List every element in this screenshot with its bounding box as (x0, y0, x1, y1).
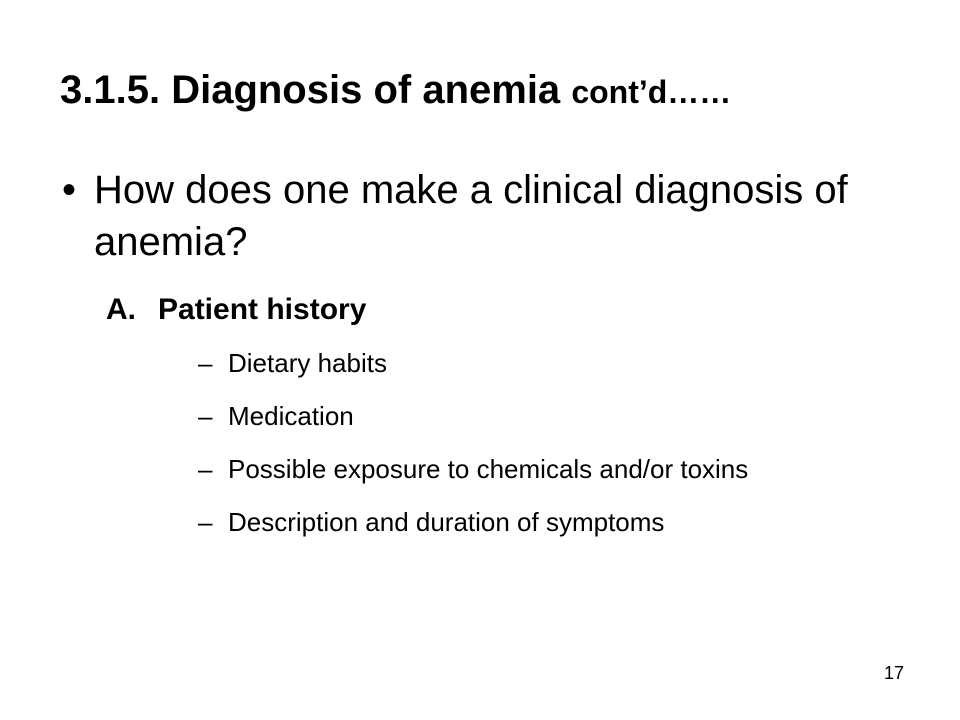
subsection-heading (106, 290, 366, 330)
dash-icon: – (198, 401, 213, 431)
dash-icon: – (198, 348, 213, 378)
bullet-question (62, 164, 882, 268)
list-item (198, 454, 918, 485)
list-item-text: Medication (228, 401, 354, 431)
bullet-dot-icon: • (62, 168, 77, 212)
subsection-marker: A. (106, 293, 136, 326)
list-item-text: Description and duration of symptoms (228, 507, 665, 537)
page-number: 17 (883, 663, 904, 683)
list-item-text: Dietary habits (228, 348, 387, 378)
slide-title (60, 66, 731, 116)
list-item-text: Possible exposure to chemicals and/or toxins (228, 454, 749, 484)
slide-title-suffix: cont’d…… (571, 74, 732, 110)
history-list (198, 348, 918, 560)
list-item (198, 507, 918, 538)
question-text: How does one make a clinical diagnosis of anemia? (94, 168, 848, 264)
dash-icon: – (198, 454, 213, 484)
slide-title-main: 3.1.5. Diagnosis of anemia (60, 68, 561, 112)
dash-icon: – (198, 507, 213, 537)
list-item (198, 401, 918, 432)
list-item (198, 348, 918, 379)
subsection-label: Patient history (158, 293, 367, 326)
